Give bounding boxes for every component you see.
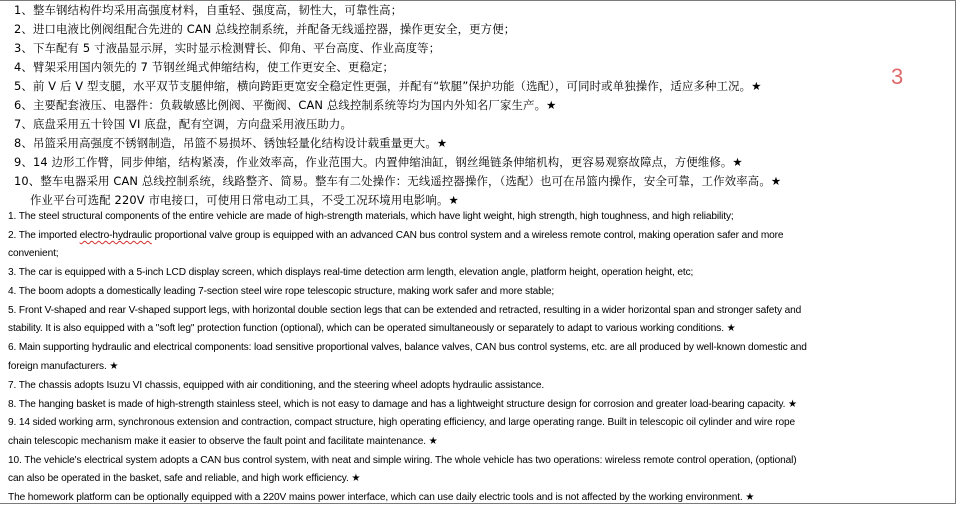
cn-line-5: 5、前 V 后 V 型支腿，水平双节支腿伸缩，横向跨距更宽安全稳定性更强，并配有“软腿”保护功能（选配），可同时或单独操作，适应多种工况。★ [14,79,762,93]
cn-line-7: 7、底盘采用五十铃国 VI 底盘，配有空调，方向盘采用液压助力。 [14,117,352,131]
en-line-15: can also be operated in the basket, safe and reliable, and high work efficiency. ★ [8,473,361,484]
cn-line-3: 3、下车配有 5 寸液晶显示屏，实时显示检测臂长、仰角、平台高度、作业高度等； [14,41,441,55]
en-line-7: stability. It is also equipped with a "soft leg" protection function (optional), which can be operated simultaneously or separately to adapt to various working conditions. ★ [8,323,736,334]
en-line-4: 3. The car is equipped with a 5-inch LCD display screen, which displays real-time detection arm length, elevation angle, platform height, operation height, etc; [8,267,694,278]
en-line-2-start: 2. The imported [8,230,80,241]
en-line-16: The homework platform can be optionally equipped with a 220V mains power interface, which can use daily electric tools and is not affected by the working environment. ★ [8,492,755,503]
en-line-1: 1. The steel structural components of the entire vehicle are made of high-strength materials, which have light weight, high strength, high toughness, and high reliability; [8,211,734,222]
en-line-12: 9. 14 sided working arm, synchronous extension and contraction, compact structure, high operating efficiency, and large operating range. Built in telescopic oil cylinder and wire rope [8,417,795,428]
cn-line-4: 4、臂架采用国内领先的 7 节钢丝绳式伸缩结构，使工作更安全、更稳定； [14,60,395,74]
en-line-6: 5. Front V-shaped and rear V-shaped support legs, with horizontal double section legs that can be extended and retracted, resulting in a wider horizontal span and stronger safety and [8,305,802,316]
en-line-3: convenient; [8,248,59,259]
cn-line-9: 9、14 边形工作臂，同步伸缩，结构紧凑，作业效率高，作业范围大。内置伸缩油缸，钢丝绳链条伸缩机构，更容易观察故障点，方便维修。★ [14,155,743,169]
cn-line-2: 2、进口电液比例阀组配合先进的 CAN 总线控制系统，并配备无线遥控器，操作更安全，更方便； [14,22,516,36]
en-line-5: 4. The boom adopts a domestically leading 7-section steel wire rope telescopic structure, making work safer and more stable; [8,286,555,297]
en-line-8: 6. Main supporting hydraulic and electrical components: load sensitive proportional valves, balance valves, CAN bus control systems, etc. are all produced by well-known domestic and [8,342,807,353]
en-line-2-end: proportional valve group is equipped with an advanced CAN bus control system and a wireless remote control, making operation safer and more [151,230,784,241]
en-line-11: 8. The hanging basket is made of high-strength stainless steel, which is not easy to damage and has a lightweight structure design for corrosion and greater load-bearing capacity. ★ [8,399,798,410]
annotation-number: 3 [891,64,904,89]
en-line-14: 10. The vehicle's electrical system adopts a CAN bus control system, with neat and simple wiring. The whole vehicle has two operations: wireless remote control operation, (optional) [8,455,797,466]
cn-line-11: 作业平台可选配 220V 市电接口，可使用日常电动工具，不受工况环境用电影响。★ [30,193,459,207]
cn-line-8: 8、吊篮采用高强度不锈钢制造，吊篮不易损坏、锈蚀轻量化结构设计载重量更大。★ [14,136,448,150]
en-line-13: chain telescopic mechanism make it easier to observe the fault point and facilitate maintenance. ★ [8,436,438,447]
en-line-10: 7. The chassis adopts Isuzu VI chassis, equipped with air conditioning, and the steering wheel adopts hydraulic assistance. [8,380,545,391]
en-line-2 [8,227,952,245]
cn-line-10: 10、整车电器采用 CAN 总线控制系统，线路整齐、简易。整车有二处操作：无线遥控器操作，（选配）也可在吊篮内操作，安全可靠，工作效率高。★ [14,174,782,188]
cn-line-6: 6、主要配套液压、电器件：负载敏感比例阀、平衡阀、CAN 总线控制系统等均为国内外知名厂家生产。★ [14,98,557,112]
en-line-9: foreign manufacturers. ★ [8,361,119,372]
cn-line-1: 1、整车钢结构件均采用高强度材料，自重轻、强度高，韧性大，可靠性高； [14,3,403,17]
spellcheck-underlined-word: electro-hydraulic [79,230,152,241]
